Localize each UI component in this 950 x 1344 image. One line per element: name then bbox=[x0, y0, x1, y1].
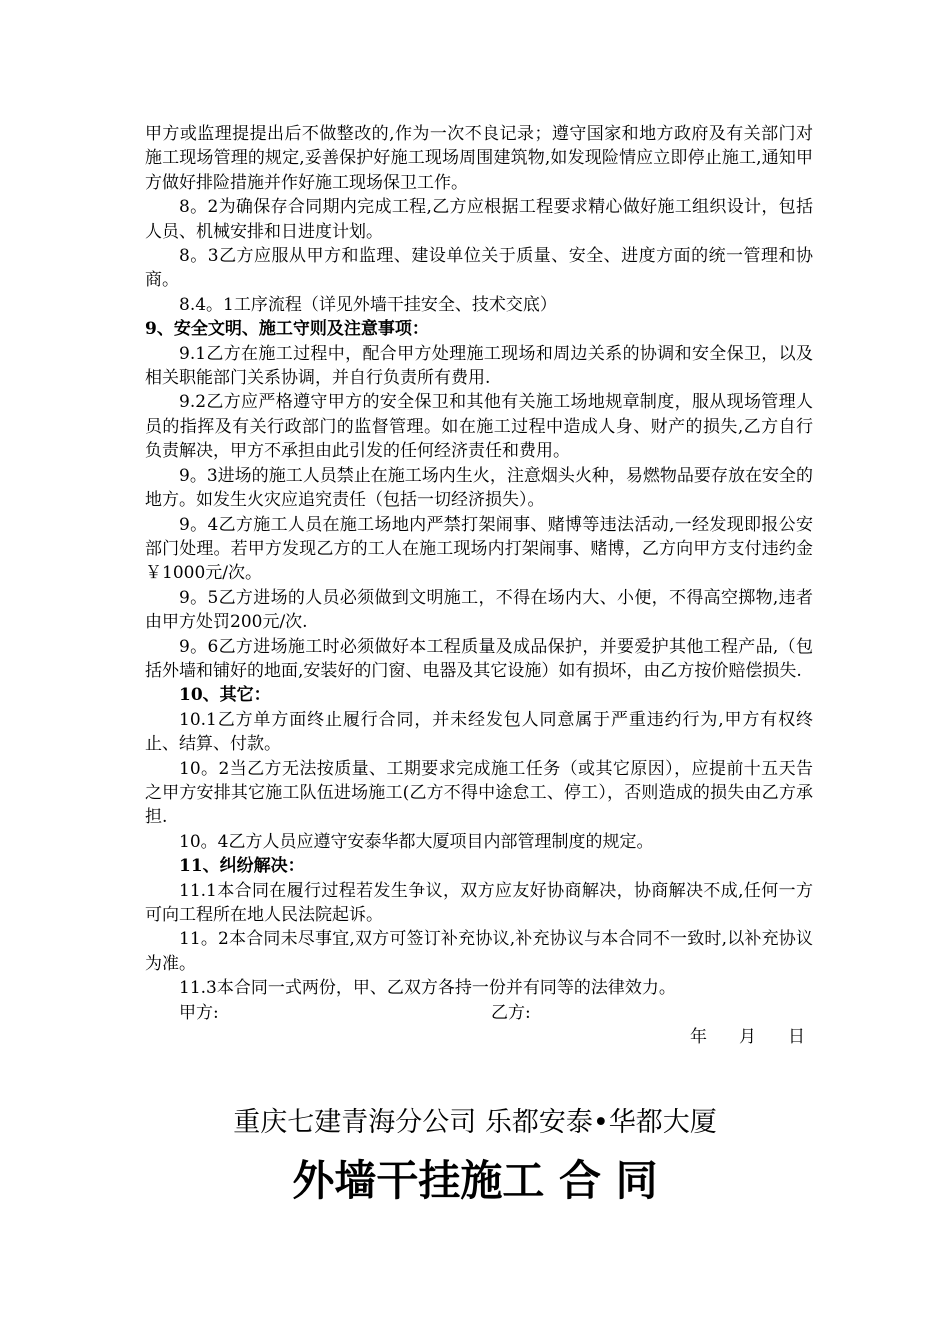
paragraph-9-3: 9。3进场的施工人员禁止在施工场内生火，注意烟头火种，易燃物品要存放在安全的地方。如发生火灾应追究责任（包括一切经济损失）。 bbox=[145, 465, 813, 511]
paragraph-9-6: 9。6乙方进场施工时必须做好本工程质量及成品保护，并要爱护其他工程产品,（包括外墙和铺好的地面,安装好的门窗、电器及其它设施）如有损坏，由乙方按价赔偿损失. bbox=[145, 636, 813, 681]
date-fields bbox=[690, 1025, 805, 1049]
party-a-label: 甲方: bbox=[179, 1002, 219, 1023]
month-label: 月 bbox=[739, 1027, 756, 1048]
contract-body bbox=[145, 122, 813, 1049]
section-9-heading: 9、安全文明、施工守则及注意事项： bbox=[145, 319, 429, 340]
party-b-label: 乙方: bbox=[491, 1002, 531, 1023]
section-11-heading: 11、纠纷解决： bbox=[179, 856, 305, 877]
date-row bbox=[145, 1025, 813, 1049]
paragraph-11-2: 11。2本合同未尽事宜,双方可签订补充协议,补充协议与本合同不一致时,以补充协议为准。 bbox=[145, 929, 813, 974]
paragraph-10-4: 10。4乙方人员应遵守安泰华都大厦项目内部管理制度的规定。 bbox=[179, 831, 654, 852]
contract-title: 外墙干挂施工 合 同 bbox=[292, 1156, 658, 1205]
paragraph-intro: 甲方或监理提提出后不做整改的,作为一次不良记录；遵守国家和地方政府及有关部门对施工现场管理的规定,妥善保护好施工现场周围建筑物,如发现险情应立即停止施工,通知甲方做好排险措施并作好施工现场保卫工作。 bbox=[145, 124, 813, 193]
paragraph-11-3: 11.3本合同一式两份，甲、乙双方各持一份并有同等的法律效力。 bbox=[179, 978, 676, 999]
day-label: 日 bbox=[788, 1027, 805, 1048]
paragraph-9-4: 9。4乙方施工人员在施工场地内严禁打架闹事、赌博等违法活动,一经发现即报公安部门处理。若甲方发现乙方的工人在施工现场内打架闹事、赌博，乙方向甲方支付违约金￥1000元/次。 bbox=[145, 514, 813, 584]
paragraph-9-1: 9.1乙方在施工过程中，配合甲方处理施工现场和周边关系的协调和安全保卫，以及相关职能部门关系协调，并自行负责所有费用. bbox=[145, 343, 813, 389]
paragraph-8-3: 8。3乙方应服从甲方和监理、建设单位关于质量、安全、进度方面的统一管理和协商。 bbox=[145, 246, 813, 291]
paragraph-10-2: 10。2当乙方无法按质量、工期要求完成施工任务（或其它原因），应提前十五天告之甲方安排其它施工队伍进场施工(乙方不得中途怠工、停工），否则造成的损失由乙方承担. bbox=[145, 758, 813, 828]
paragraph-9-5: 9。5乙方进场的人员必须做到文明施工，不得在场内大、小便，不得高空掷物,违者由甲方处罚200元/次. bbox=[145, 587, 813, 633]
signature-row bbox=[145, 1001, 813, 1025]
paragraph-8-4-1: 8.4。1工序流程（详见外墙干挂安全、技术交底） bbox=[179, 294, 557, 315]
section-10-heading: 10、其它： bbox=[179, 685, 271, 706]
year-label: 年 bbox=[690, 1027, 707, 1048]
paragraph-9-2: 9.2乙方应严格遵守甲方的安全保卫和其他有关施工场地规章制度，服从现场管理人员的指挥及有关行政部门的监督管理。如在施工过程中造成人身、财产的损失,乙方自行负责解决，甲方不承担由此引发的任何经济责任和费用。 bbox=[145, 392, 813, 462]
paragraph-8-2: 8。2为确保存合同期内完成工程,乙方应根据工程要求精心做好施工组织设计，包括人员、机械安排和日进度计划。 bbox=[145, 197, 813, 242]
company-line: 重庆七建青海分公司 乐都安泰•华都大厦 bbox=[233, 1107, 717, 1138]
paragraph-10-1: 10.1乙方单方面终止履行合同，并未经发包人同意属于严重违约行为,甲方有权终止、结算、付款。 bbox=[145, 709, 813, 755]
paragraph-11-1: 11.1本合同在履行过程若发生争议，双方应友好协商解决，协商解决不成,任何一方可向工程所在地人民法院起诉。 bbox=[145, 880, 813, 925]
